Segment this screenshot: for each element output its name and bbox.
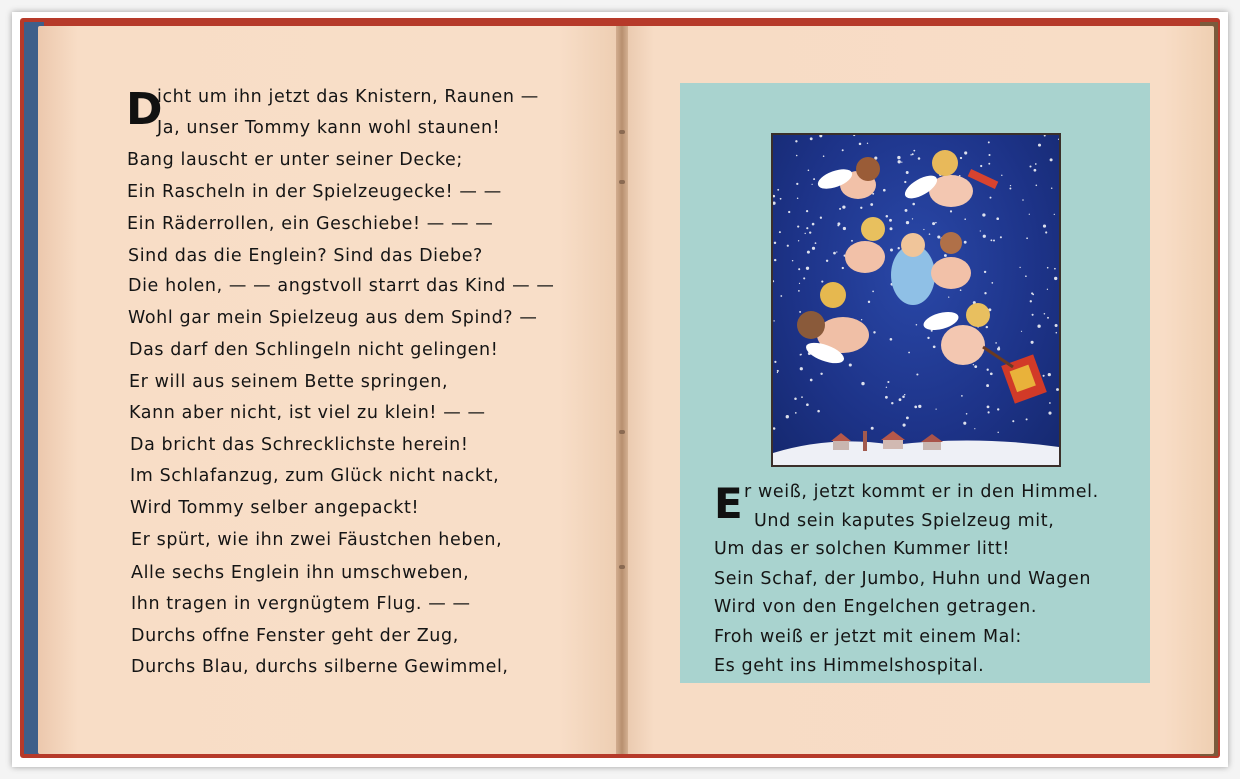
snowflake xyxy=(795,412,797,414)
verse-line: Bang lauscht er unter seiner Decke; xyxy=(127,150,463,170)
snowflake xyxy=(796,155,798,157)
snowflake xyxy=(964,151,967,154)
snowflake xyxy=(873,331,875,333)
snowy-ground xyxy=(773,440,1059,465)
snowflake xyxy=(1043,225,1046,228)
snowflake xyxy=(774,361,776,363)
snowflake xyxy=(788,211,790,213)
snowflake xyxy=(1044,313,1046,315)
snowflake xyxy=(990,372,993,375)
snowflake xyxy=(808,170,810,172)
snowflake xyxy=(997,432,998,433)
snowflake xyxy=(826,260,828,262)
snowflake xyxy=(777,189,779,191)
right-dropcap: E xyxy=(714,479,743,528)
snowflake xyxy=(797,197,799,199)
snowflake xyxy=(795,140,797,142)
verse-line: Das darf den Schlingeln nicht gelingen! xyxy=(129,340,499,360)
verse-line: r weiß, jetzt kommt er in den Himmel. xyxy=(744,482,1099,502)
snowflake xyxy=(918,405,921,408)
snowflake xyxy=(1032,294,1034,296)
verse-line: Ein Räderrollen, ein Geschiebe! — — — xyxy=(127,214,494,234)
snowflake xyxy=(990,239,992,241)
snowflake xyxy=(1050,158,1053,161)
verse-line: Die holen, — — angstvoll starrt das Kind — — xyxy=(128,276,555,296)
snowflake xyxy=(1031,341,1034,344)
snowflake xyxy=(1029,165,1031,167)
snowflake xyxy=(890,338,893,341)
snowflake xyxy=(843,227,846,230)
snowflake xyxy=(859,143,862,146)
binding-stitch xyxy=(619,430,625,434)
snowflake xyxy=(804,233,805,234)
snowflake xyxy=(1054,268,1056,270)
left-dropcap: D xyxy=(126,84,163,135)
snowflake xyxy=(890,227,893,230)
snowflake xyxy=(890,249,893,252)
snowflake xyxy=(904,181,906,183)
snowflake xyxy=(960,289,962,291)
snowflake xyxy=(842,205,845,208)
book-gutter xyxy=(616,26,628,754)
verse-line: Er spürt, wie ihn zwei Fäustchen heben, xyxy=(131,530,503,550)
verse-line: Um das er solchen Kummer litt! xyxy=(714,539,1011,559)
snowflake xyxy=(1048,373,1051,376)
snowflake xyxy=(861,382,864,385)
snowflake xyxy=(988,411,990,413)
snowflake xyxy=(914,406,917,409)
verse-line: Ein Rascheln in der Spielzeugecke! — — xyxy=(127,182,502,202)
snowflake xyxy=(984,292,986,294)
snowflake xyxy=(1037,325,1040,328)
snowflake xyxy=(803,277,805,279)
verse-line: Im Schlafanzug, zum Glück nicht nackt, xyxy=(130,466,500,486)
snowflake xyxy=(1058,139,1059,140)
snowflake xyxy=(773,202,776,205)
snowflake xyxy=(806,403,809,406)
angels-illustration xyxy=(771,133,1061,467)
snowflake xyxy=(786,415,789,418)
snowflake xyxy=(799,283,800,284)
snowflake xyxy=(980,165,982,167)
snowflake xyxy=(807,251,810,254)
snowflake xyxy=(842,267,844,269)
snowflake xyxy=(833,252,836,255)
snowflake xyxy=(897,156,900,159)
snowflake xyxy=(1043,375,1045,377)
snowflake xyxy=(997,347,1000,350)
verse-line: Wird von den Engelchen getragen. xyxy=(714,597,1037,617)
binding-stitch xyxy=(619,180,625,184)
snowflake xyxy=(885,396,888,399)
snowflake xyxy=(933,345,936,348)
illustration-svg xyxy=(773,135,1059,465)
snowflake xyxy=(777,372,778,373)
verse-line: Ihn tragen in vergnügtem Flug. — — xyxy=(131,594,471,614)
snowflake xyxy=(986,384,989,387)
snowflake xyxy=(903,424,906,427)
snowflake xyxy=(932,222,935,225)
verse-line: Alle sechs Englein ihn umschweben, xyxy=(131,563,470,583)
snowflake xyxy=(948,296,949,297)
snowflake xyxy=(927,337,929,339)
verse-line: Wird Tommy selber angepackt! xyxy=(130,498,420,518)
snowflake xyxy=(916,324,918,326)
verse-line: Da bricht das Schrecklichste herein! xyxy=(130,435,469,455)
snowflake xyxy=(918,157,921,160)
snowflake xyxy=(984,271,986,273)
snowflake xyxy=(980,230,981,231)
snowflake xyxy=(1021,331,1022,332)
snowflake xyxy=(809,231,811,233)
snowflake xyxy=(812,247,815,250)
snowflake xyxy=(837,224,839,226)
snowflake xyxy=(1056,332,1058,334)
snowflake xyxy=(870,203,873,206)
snowflake xyxy=(820,217,822,219)
snowflake xyxy=(773,427,775,430)
snowflake xyxy=(986,326,988,328)
snowflake xyxy=(861,319,862,320)
snowflake xyxy=(908,352,910,354)
snowflake xyxy=(995,342,997,344)
snowflake xyxy=(906,221,909,224)
snowflake xyxy=(1001,175,1002,176)
snowflake xyxy=(935,222,937,224)
snowflake xyxy=(773,320,774,321)
snowflake xyxy=(780,198,782,200)
verse-line: Es geht ins Himmelshospital. xyxy=(714,656,985,676)
snowflake xyxy=(886,387,887,388)
snowflake xyxy=(883,189,886,192)
snowflake xyxy=(797,226,799,228)
snowflake xyxy=(887,381,889,383)
snowflake xyxy=(1034,169,1037,172)
snowflake xyxy=(800,354,802,356)
binding-stitch xyxy=(619,565,625,569)
verse-line: Durchs offne Fenster geht der Zug, xyxy=(131,626,459,646)
snowflake xyxy=(1044,135,1046,137)
verse-line: Durchs Blau, durchs silberne Gewimmel, xyxy=(131,657,509,677)
snowflake xyxy=(1000,236,1002,238)
verse-line: Ja, unser Tommy kann wohl staunen! xyxy=(157,118,501,138)
snowflake xyxy=(997,408,999,410)
snowflake xyxy=(773,280,774,282)
snowflake xyxy=(1030,300,1032,302)
verse-line: Wohl gar mein Spielzeug aus dem Spind? — xyxy=(128,308,538,328)
snowflake xyxy=(973,364,974,365)
snowflake xyxy=(871,427,874,430)
snowflake xyxy=(898,247,900,249)
verse-line: Er will aus seinem Bette springen, xyxy=(129,372,449,392)
snowflake xyxy=(810,379,813,382)
snowflake xyxy=(944,254,947,257)
snowflake xyxy=(982,213,985,216)
snowflake xyxy=(963,422,966,425)
snowflake xyxy=(901,161,902,162)
snowflake xyxy=(1045,231,1047,233)
snowflake xyxy=(1055,324,1058,327)
snowflake xyxy=(792,260,793,261)
snowflake xyxy=(812,184,813,185)
snowflake xyxy=(860,207,862,209)
snowflake xyxy=(806,210,808,212)
snowflake xyxy=(823,155,825,157)
snowflake xyxy=(1047,317,1049,319)
church-tower-icon xyxy=(863,431,867,451)
snowflake xyxy=(964,241,967,244)
snowflake xyxy=(904,394,905,395)
snowflake xyxy=(799,311,801,313)
snowflake xyxy=(974,428,975,429)
snowflake xyxy=(868,301,870,303)
snowflake xyxy=(787,245,789,247)
snowflake xyxy=(923,229,924,230)
snowflake xyxy=(996,217,999,220)
snowflake xyxy=(912,218,913,219)
snowflake xyxy=(964,218,966,220)
snowflake xyxy=(1032,314,1034,316)
snowflake xyxy=(1012,420,1014,422)
verse-line: Und sein kaputes Spielzeug mit, xyxy=(754,511,1055,531)
snowflake xyxy=(886,215,889,218)
snowflake xyxy=(929,233,931,235)
snowflake xyxy=(817,410,820,413)
snowflake xyxy=(1026,237,1028,239)
snowflake xyxy=(779,231,781,233)
snowflake xyxy=(1025,275,1027,277)
snowflake xyxy=(960,157,962,159)
snowflake xyxy=(836,251,837,252)
snowflake xyxy=(988,154,990,156)
verse-line: Sind das die Englein? Sind das Diebe? xyxy=(128,246,483,266)
snowflake xyxy=(1029,214,1030,215)
snowflake xyxy=(991,282,993,284)
snowflake xyxy=(806,227,808,229)
snowflake xyxy=(849,363,852,366)
snowflake xyxy=(806,267,809,270)
snowflake xyxy=(777,370,779,372)
snowflake xyxy=(988,163,990,165)
snowflake xyxy=(774,259,776,261)
snowflake xyxy=(839,208,841,210)
snowflake xyxy=(1038,144,1041,147)
snowflake xyxy=(912,203,915,206)
snowflake xyxy=(813,178,815,180)
snowflake xyxy=(1019,267,1020,268)
snowflake xyxy=(851,240,853,242)
snowflake xyxy=(1047,289,1048,290)
snowflake xyxy=(1048,412,1051,415)
snowflake xyxy=(773,195,775,198)
roof-icon xyxy=(831,433,851,441)
house-icon xyxy=(883,439,903,449)
snowflake xyxy=(1051,188,1052,189)
binding-stitch xyxy=(619,130,625,134)
snowflake xyxy=(935,408,936,409)
snowflake xyxy=(1009,188,1011,190)
snowflake xyxy=(1049,402,1051,404)
snowflake xyxy=(810,137,813,140)
snowflake xyxy=(987,369,989,371)
snowflake xyxy=(867,143,868,144)
snowflake xyxy=(820,373,822,375)
snowflake xyxy=(937,235,940,238)
verse-line: Kann aber nicht, ist viel zu klein! — — xyxy=(129,403,486,423)
snowflake xyxy=(1010,185,1011,186)
snowflake xyxy=(774,242,776,244)
snowflake xyxy=(1022,199,1024,201)
snowflake xyxy=(974,365,977,368)
snowflake xyxy=(1054,214,1055,215)
snowflake xyxy=(853,135,855,136)
snowflake xyxy=(891,402,893,404)
snowflake xyxy=(913,150,915,152)
roof-icon xyxy=(921,434,943,442)
house-icon xyxy=(833,440,849,450)
snowflake xyxy=(902,395,905,398)
snowflake xyxy=(801,396,803,398)
snowflake xyxy=(1047,267,1049,269)
verse-line: icht um ihn jetzt das Knistern, Raunen — xyxy=(157,87,539,107)
snowflake xyxy=(899,398,902,401)
snowflake xyxy=(912,153,914,155)
snowflake xyxy=(950,210,952,212)
verse-line: Sein Schaf, der Jumbo, Huhn und Wagen xyxy=(714,569,1092,589)
snowflake xyxy=(889,219,892,222)
snowflake xyxy=(800,367,803,370)
snowflake xyxy=(906,416,909,419)
snowflake xyxy=(798,268,800,270)
snowflake xyxy=(910,154,911,155)
snowflake xyxy=(796,183,798,185)
snowflake xyxy=(815,242,817,244)
snowflake xyxy=(988,141,990,143)
snowflake xyxy=(1026,418,1028,420)
snowflake xyxy=(798,290,800,292)
snowflake xyxy=(905,209,908,212)
snowflake xyxy=(916,373,918,375)
snowflake xyxy=(872,291,874,293)
snowflake xyxy=(961,395,963,397)
verse-line: Froh weiß er jetzt mit einem Mal: xyxy=(714,627,1022,647)
snowflake xyxy=(812,223,815,226)
roof-icon xyxy=(881,431,905,440)
angel-group xyxy=(797,150,1047,404)
snowflake xyxy=(966,413,968,415)
snowflake xyxy=(983,235,986,238)
snowflake xyxy=(1054,277,1057,280)
snowflake xyxy=(798,240,799,241)
snowflake xyxy=(990,197,992,199)
snowflake xyxy=(898,160,901,163)
snowflake xyxy=(794,397,797,400)
snowflake xyxy=(987,406,990,409)
snowflake xyxy=(1036,185,1038,187)
snowflake xyxy=(842,149,844,151)
snowflake xyxy=(780,295,782,297)
snowflake xyxy=(1056,388,1059,391)
snowflake xyxy=(1035,163,1037,165)
snowflake xyxy=(819,135,822,137)
house-icon xyxy=(923,441,941,450)
snowflake xyxy=(821,281,823,283)
snowflake xyxy=(993,240,995,242)
snowflake xyxy=(906,171,909,174)
